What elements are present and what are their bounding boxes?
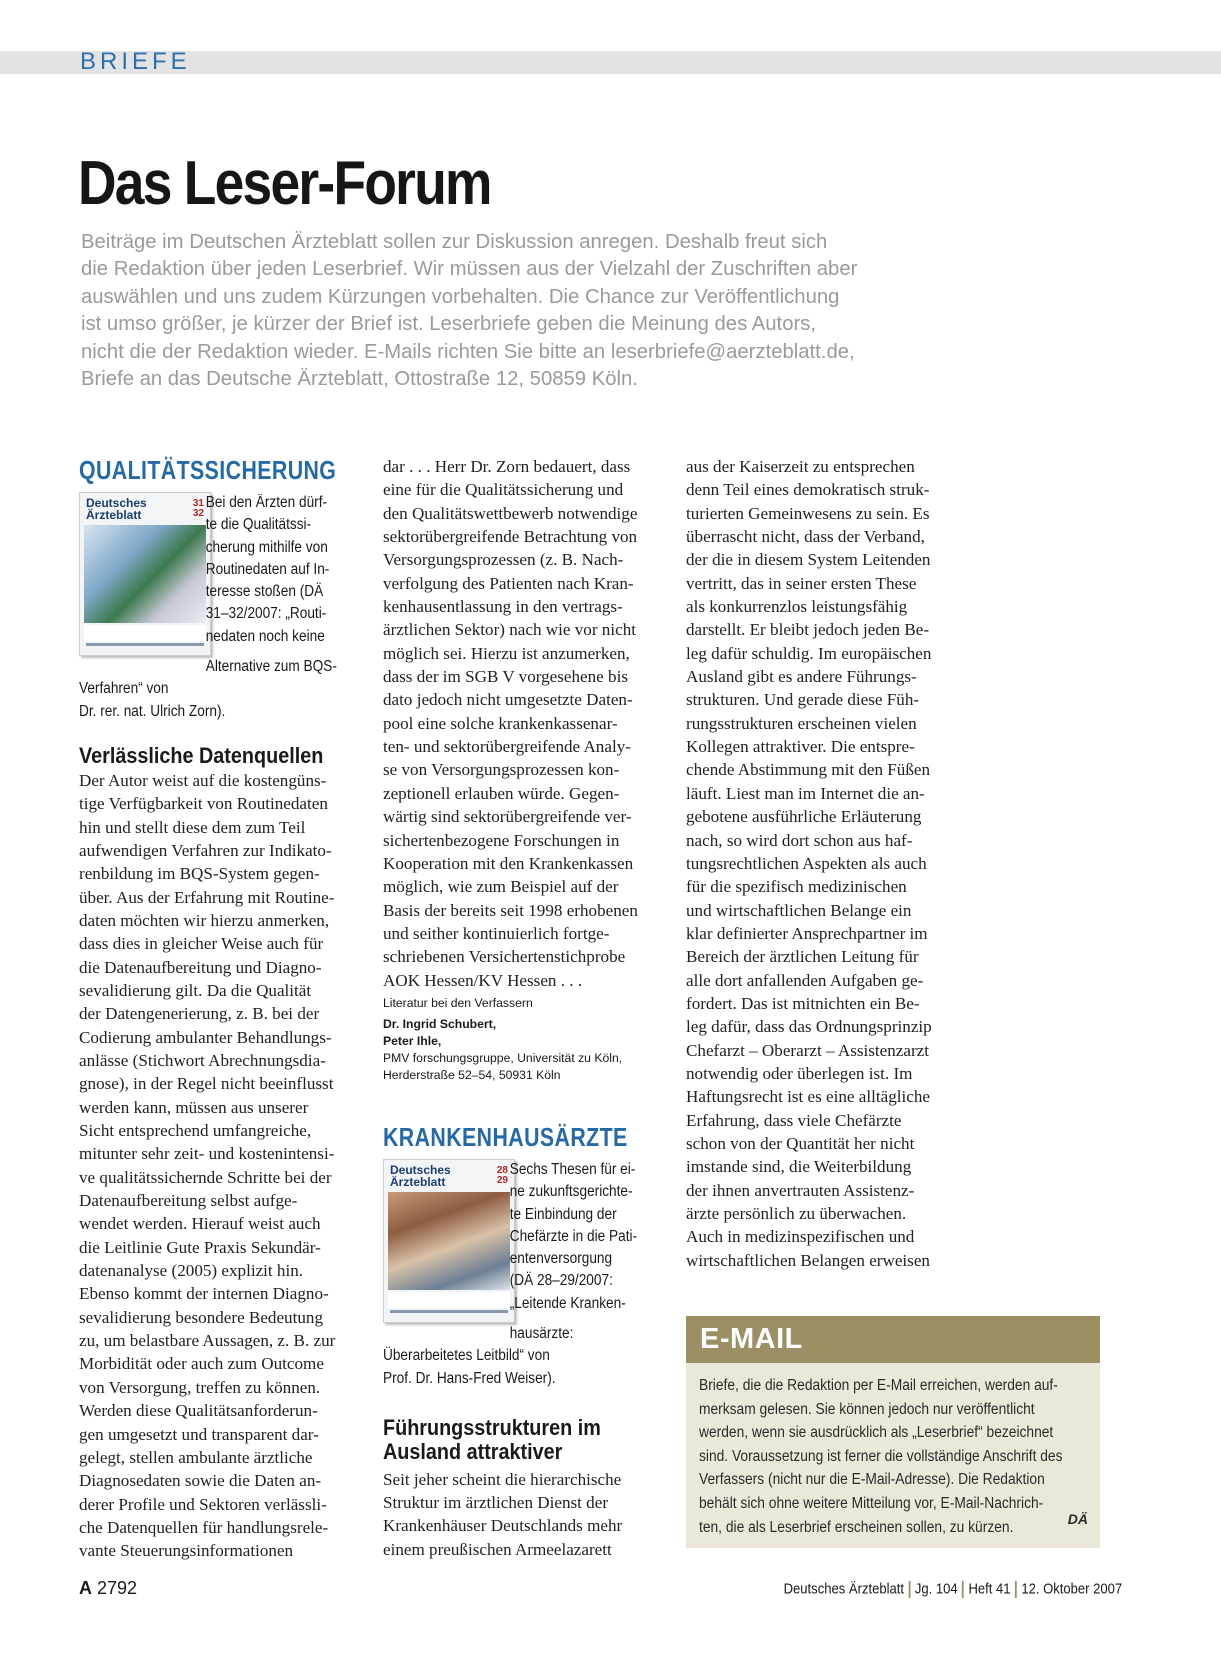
page-number: A 2792 xyxy=(79,1578,138,1598)
letter-subhead: Verlässliche Datenquellen xyxy=(79,742,324,768)
intro-paragraph xyxy=(81,229,1011,393)
column-2 xyxy=(383,455,673,1561)
journal-issue: Heft 41 xyxy=(968,1581,1011,1598)
page-title: Das Leser-Forum xyxy=(78,149,491,218)
letter-signature xyxy=(383,995,673,1084)
teaser-block xyxy=(79,492,364,723)
letter-subhead: Führungsstrukturen im Ausland attraktiver xyxy=(383,1414,601,1464)
teaser-text: Sechs Thesen für ei- ne zukunftsgerichte- te Einbindung der Chefärzte in die Pati- entenversorgung (DÄ 28–29/2007: „Leitende Kranken- xyxy=(509,1160,638,1312)
journal-date: 12. Oktober 2007 xyxy=(1021,1581,1122,1598)
intro-line: auswählen und uns zudem Kürzungen vorbehalten. Die Chance zur Veröffentlichung xyxy=(81,285,840,308)
cover-masthead: Deutsches Ärzteblatt xyxy=(390,1162,451,1189)
intro-line: Beiträge im Deutschen Ärzteblatt sollen zur Diskussion anregen. Deshalb freut sich xyxy=(81,231,828,253)
author-name: Peter Ihle, xyxy=(383,1033,442,1048)
email-box-signature: DÄ xyxy=(1067,1511,1088,1527)
cover-issue-number: 31 32 xyxy=(192,498,204,519)
intro-line: ist umso größer, je kürzer der Brief ist. Leserbriefe geben die Meinung des Autors, xyxy=(81,313,816,336)
email-info-box xyxy=(686,1316,1100,1548)
intro-line: Briefe an das Deutsche Ärzteblatt, Ottostraße 12, 50859 Köln. xyxy=(81,368,638,391)
teaser-text-continued: Alternative zum BQS-Verfahren“ von Dr. rer. nat. Ulrich Zorn). xyxy=(79,658,337,720)
author-address: Herderstraße 52–54, 50931 Köln xyxy=(383,1067,561,1082)
email-box-text: Briefe, die die Redaktion per E-Mail erreichen, werden auf- merksam gelesen. Sie können jedoch nur veröffentlicht werden, wenn sie ausdrücklich als „Leserbrief“ bezeichnet sind. Voraussetzung ist ferner die vollständige Anschrift des Verfassers (nicht nur die E-Mail-Adresse). Die Redaktion behält sich ohne weitere Mitteilung vor, E-Mail-Nachrich- ten, die als Leserbrief erscheinen sollen, zu kürzen. xyxy=(699,1377,1063,1536)
teaser-text-continued: hausärzte: Überarbeitetes Leitbild“ von Prof. Dr. Hans-Fred Weiser). xyxy=(383,1324,574,1387)
letter-body-continued: aus der Kaiserzeit zu entsprechen denn Teil eines demokratisch struk- turierten Gemeinwesens zu sein. Es überrascht nicht, dass der Verband, der die in diesem System Leitenden vertritt, das in seiner ersten These als konkurrenzlos leistungsfähig darstellt. Er bleibt jedoch jeden Be- leg dafür schuldig. Im europäischen Ausland gibt es andere Führungs- strukturen. Und gerade diese Füh- rungsstrukturen erscheinen vielen Kollegen attraktiver. Die entspre- chende Abstimmung mit den Füßen läuft. Liest man im Internet die an- gebotene ausführliche Erläuterung nach, so wird dort schon aus haf- tungsrechtlichen Aspekten als auch für die spezifisch medizinischen und wirtschaftlichen Belange ein klar definierter Ansprechpartner im Bereich der ärztlichen Leitung für alle dort anfallenden Aufgaben ge- fordert. Das ist mitnichten ein Be- leg dafür, dass das Ordnungsprinzip Chefarzt – Oberarzt – Assistenzarzt notwendig oder überlegen ist. Im Haftungsrecht ist es eine alltägliche Erfahrung, dass viele Chefärzte schon von der Quantität her nicht imstande sind, die Weiterbildung der ihnen anvertrauten Assistenz- ärzte persönlich zu überwachen. Auch in medizinspezifischen und wirtschaftlichen Belangen erweisen xyxy=(686,457,932,1270)
literature-note: Literatur bei den Verfassern xyxy=(383,995,533,1010)
author-affiliation: PMV forschungsgruppe, Universität zu Köln, xyxy=(383,1050,623,1065)
author-name: Dr. Ingrid Schubert, xyxy=(383,1016,497,1031)
letter-body: Der Autor weist auf die kostengüns- tige Verfügbarkeit von Routinedaten hin und stellt diese dem zum Teil aufwendigen Verfahren zur Indikato- renbildung im BQS-System gegen- über. Aus der Erfahrung mit Routine- daten möchten wir hierzu anmerken, dass dies in gleicher Weise auch für die Datenaufbereitung und Diagno- sevalidierung gilt. Da die Qualität der Datengenerierung, z. B. bei der Codierung ambulanter Behandlungs- anlässe (Stichwort Abrechnungsdia- gnose), in der Regel nicht beeinflusst werden kann, müssen aus unserer Sicht entsprechend umfangreiche, mitunter sehr zeit- und kostenintensi- ve qualitätssichernde Schritte bei der Datenaufbereitung selbst aufge- wendet werden. Hierauf weist auch die Leitlinie Gute Praxis Sekundär- datenanalyse (2005) explizit hin. Ebenso kommt der internen Diagno- sevalidierung besondere Bedeutung zu, um belastbare Aussagen, z. B. zur Morbidität oder auch zum Outcome von Versorgung, treffen zu können. Werden diese Qualitätsanforderun- gen umgesetzt und transparent dar- gelegt, stellen ambulante ärztliche Diagnosedaten sowie die Daten an- derer Profile und Sektoren verlässli- che Datenquellen für handlungsrele- vante Steuerungsinformationen xyxy=(79,770,336,1561)
intro-line: nicht die der Redaktion wieder. E-Mails richten Sie bitte an leserbriefe@aerzteblatt.de, xyxy=(81,340,855,363)
cover-masthead: Deutsches Ärzteblatt xyxy=(86,496,147,522)
journal-citation xyxy=(783,1581,1122,1598)
rubric-heading: KRANKENHAUSÄRZTE xyxy=(383,1121,628,1152)
teaser-block xyxy=(383,1159,673,1390)
teaser-text: Bei den Ärzten dürf- te die Qualitätssi- cherung mithilfe von Routinedaten auf In- teresse stoßen (DÄ 31–32/2007: „Routi- nedaten noch keine xyxy=(205,494,330,645)
email-box-header xyxy=(686,1316,1100,1363)
cover-issue-number: 28 29 xyxy=(496,1164,508,1186)
email-box-heading: E-MAIL xyxy=(700,1323,803,1355)
journal-name: Deutsches Ärzteblatt xyxy=(783,1581,904,1598)
section-label: BRIEFE xyxy=(80,48,191,75)
column-3 xyxy=(686,455,976,1272)
letter-body: Seit jeher scheint die hierarchische Struktur im ärztlichen Dienst der Krankenhäuser Deutschlands mehr einem preußischen Armeelazarett xyxy=(383,1469,623,1559)
column-1 xyxy=(79,455,364,1563)
intro-line: die Redaktion über jeden Leserbrief. Wir müssen aus der Vielzahl der Zuschriften aber xyxy=(81,258,858,281)
rubric-heading: QUALITÄTSSICHERUNG xyxy=(79,455,337,485)
letter-body-continued: dar . . . Herr Dr. Zorn bedauert, dass eine für die Qualitätssicherung und den Qualitätswettbewerb notwendige sektorübergreifende Betrachtung von Versorgungsprozessen (z. B. Nach- verfolgung des Patienten nach Kran- kenhausentlassung in den vertrags- ärztlichen Sektor) nach wie vor nicht möglich sei. Hierzu ist anzumerken, dass der im SGB V vorgesehene bis dato jedoch nicht umgesetzte Daten- pool eine solche krankenkassenar- ten- und sektorübergreifende Analy- se von Versorgungsprozessen kon- zeptionell erlauben würde. Gegen- wärtig sind sektorübergreifende ver- sichertenbezogene Forschungen in Kooperation mit den Krankenkassen möglich, wie zum Beispiel auf der Basis der bereits seit 1998 erhobenen und seither kontinuierlich fortge- schriebenen Versichertenstichprobe AOK Hessen/KV Hessen . . . xyxy=(383,457,638,990)
journal-volume: Jg. 104 xyxy=(914,1581,958,1598)
